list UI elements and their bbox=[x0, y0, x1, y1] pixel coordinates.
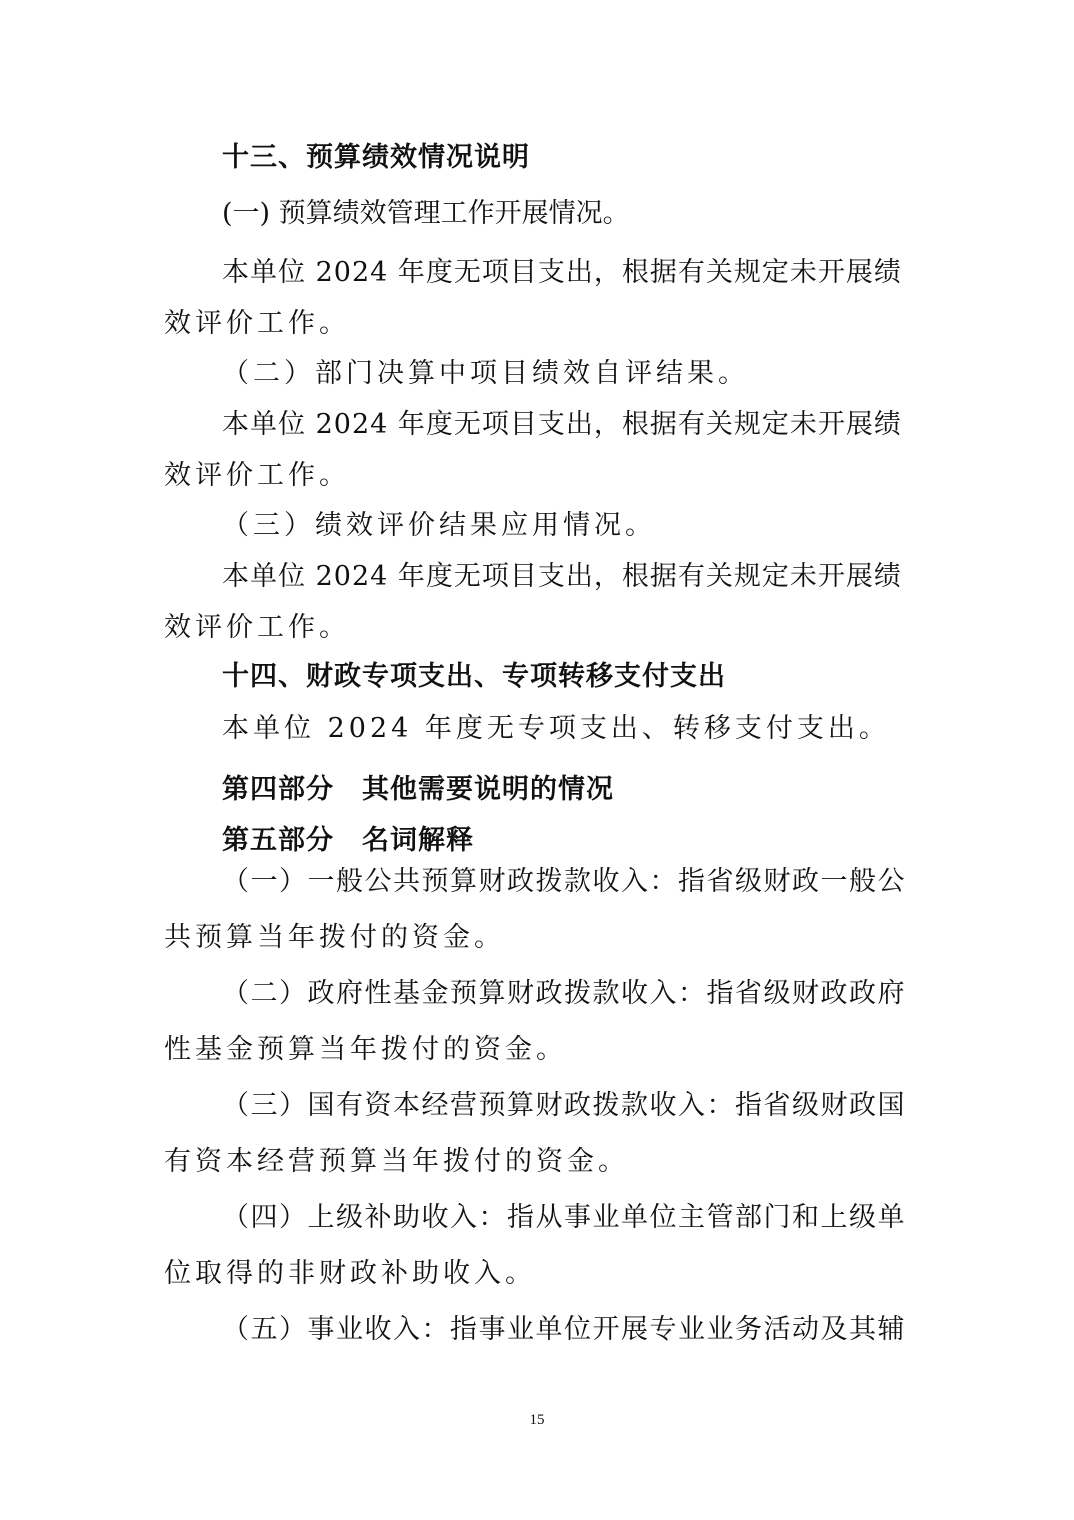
definition-2-line-1: （二）政府性基金预算财政拨款收入：指省级财政政府 bbox=[222, 978, 906, 1009]
definition-5-line-1: （五）事业收入：指事业单位开展专业业务活动及其辅 bbox=[222, 1314, 906, 1345]
section-13-2-body-line-1: 本单位 2024 年度无项目支出，根据有关规定未开展绩 bbox=[222, 409, 902, 440]
definition-3-line-1: （三）国有资本经营预算财政拨款收入：指省级财政国 bbox=[222, 1090, 906, 1121]
definition-4-line-2: 位取得的非财政补助收入。 bbox=[164, 1258, 536, 1289]
section-13-3-body-line-1: 本单位 2024 年度无项目支出，根据有关规定未开展绩 bbox=[222, 561, 902, 592]
section-13-2-heading: （二）部门决算中项目绩效自评结果。 bbox=[222, 358, 749, 389]
definition-1-line-2: 共预算当年拨付的资金。 bbox=[164, 922, 505, 953]
section-14-heading: 十四、财政专项支出、专项转移支付支出 bbox=[222, 661, 726, 692]
section-13-1-body-line-2: 效评价工作。 bbox=[164, 308, 350, 339]
definition-2-line-2: 性基金预算当年拨付的资金。 bbox=[164, 1034, 567, 1065]
section-13-3-body-line-2: 效评价工作。 bbox=[164, 612, 350, 643]
page-number: 15 bbox=[529, 1412, 545, 1428]
section-13-heading: 十三、预算绩效情况说明 bbox=[222, 142, 530, 173]
part-4-heading: 第四部分 其他需要说明的情况 bbox=[222, 774, 614, 805]
part-5-heading: 第五部分 名词解释 bbox=[222, 825, 474, 856]
section-13-1-heading: (一) 预算绩效管理工作开展情况。 bbox=[222, 198, 630, 229]
section-13-1-body-line-1: 本单位 2024 年度无项目支出，根据有关规定未开展绩 bbox=[222, 257, 902, 288]
definition-3-line-2: 有资本经营预算当年拨付的资金。 bbox=[164, 1146, 629, 1177]
section-13-2-body-line-2: 效评价工作。 bbox=[164, 460, 350, 491]
definition-1-line-1: （一）一般公共预算财政拨款收入：指省级财政一般公 bbox=[222, 866, 906, 897]
section-13-3-heading: （三）绩效评价结果应用情况。 bbox=[222, 510, 656, 541]
section-14-body: 本单位 2024 年度无专项支出、转移支付支出。 bbox=[222, 713, 890, 744]
definition-4-line-1: （四）上级补助收入：指从事业单位主管部门和上级单 bbox=[222, 1202, 906, 1233]
